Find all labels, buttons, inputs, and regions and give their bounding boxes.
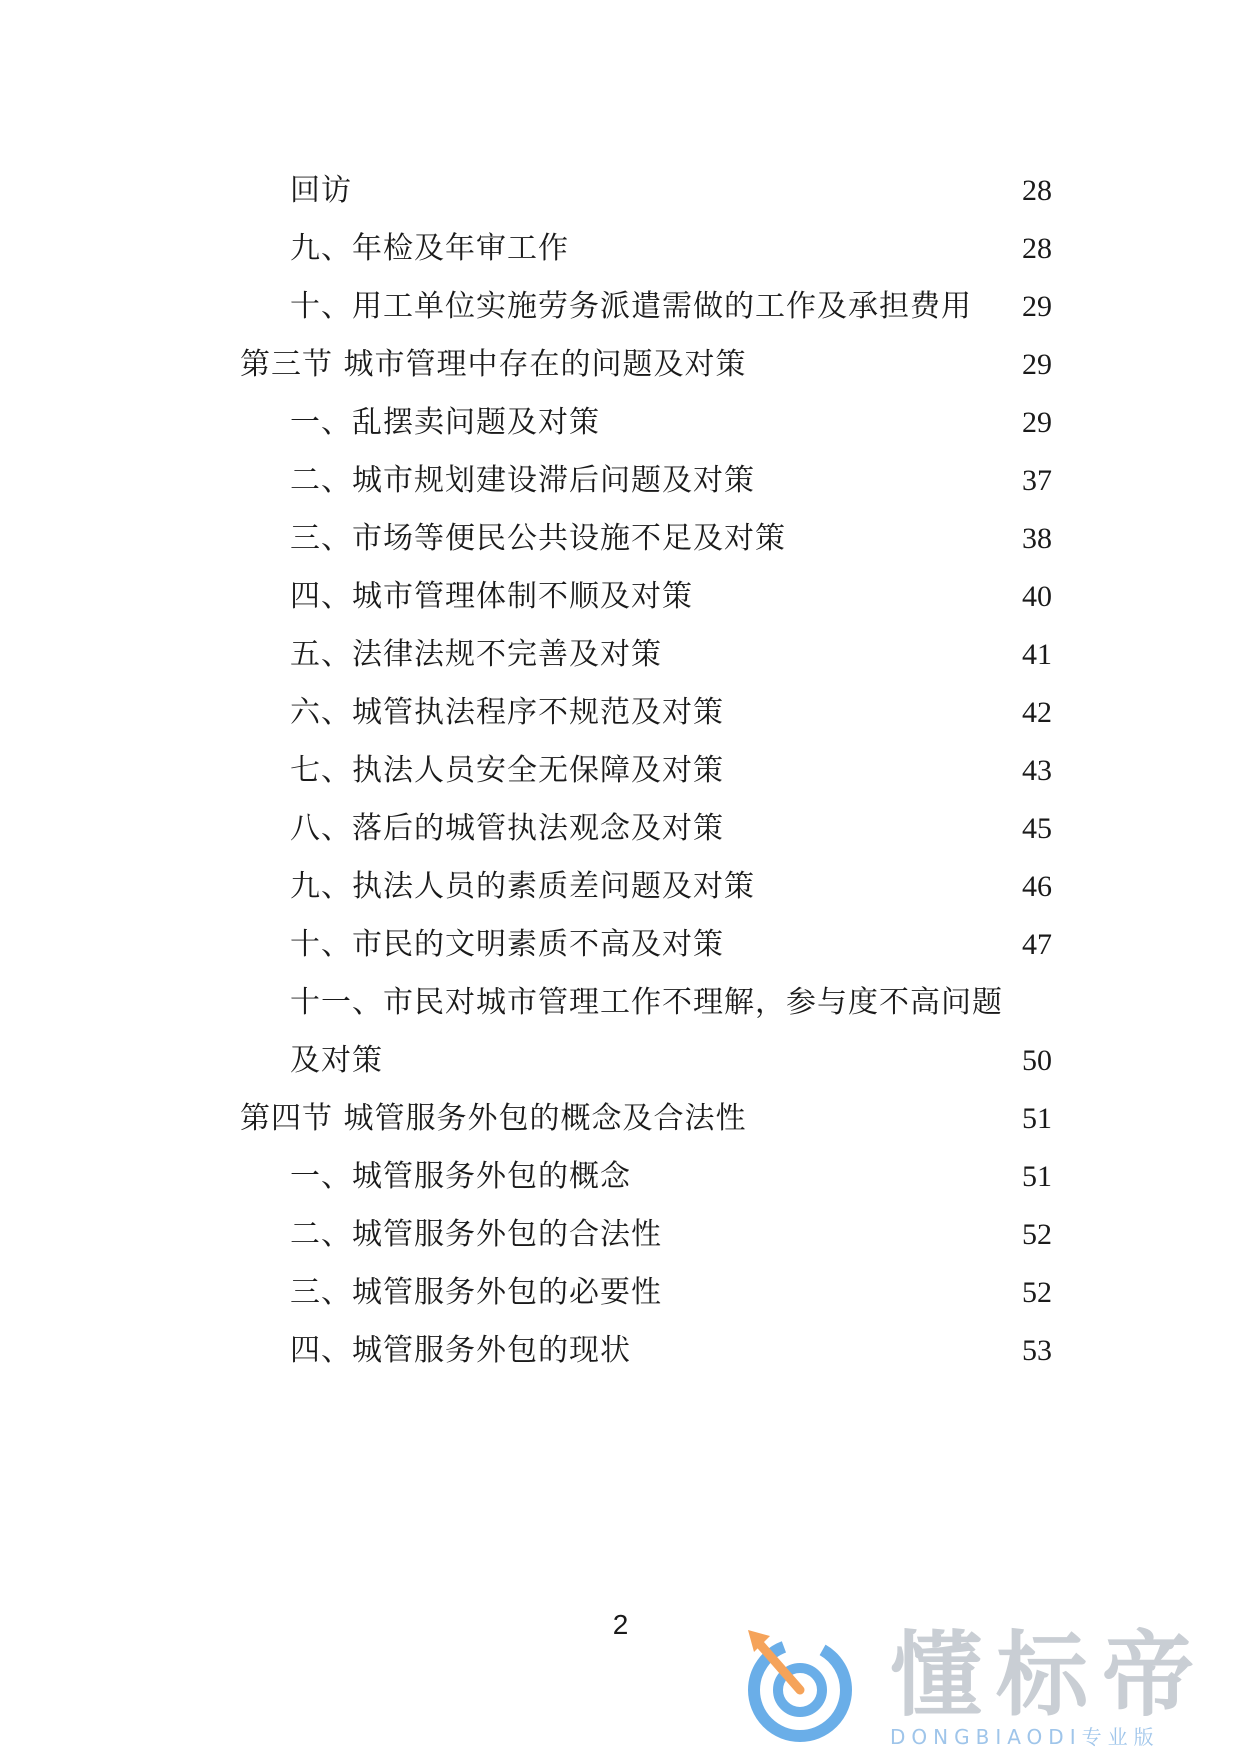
toc-entry-page: 52 [1022,1276,1052,1309]
toc-entry [290,688,1052,738]
toc-entry [290,1268,1052,1318]
toc-entry [290,572,1052,622]
toc-entry-page: 46 [1022,870,1052,903]
toc-entry-title: 七、执法人员安全无保障及对策 [290,753,724,788]
toc-entry-page: 51 [1022,1160,1052,1193]
page-number: 2 [612,1609,629,1640]
toc-entry-title: 一、乱摆卖问题及对策 [290,405,600,440]
toc-entry-page: 40 [1022,580,1052,613]
toc-entry-page: 45 [1022,812,1052,845]
toc-entry-title: 及对策 [290,1043,383,1078]
toc-entry-title: 二、城管服务外包的合法性 [290,1217,662,1252]
toc-entry-title: 五、法律法规不完善及对策 [290,637,662,672]
toc-entry [290,1152,1052,1202]
toc-entry-title: 第四节 城管服务外包的概念及合法性 [240,1101,747,1136]
toc-entry-page: 29 [1022,290,1052,323]
toc-entry-title: 十、市民的文明素质不高及对策 [290,927,724,962]
toc-entry-page: 29 [1022,348,1052,381]
toc-entry-title: 九、年检及年审工作 [290,231,569,266]
toc-entry-title: 十一、市民对城市管理工作不理解，参与度不高问题 [290,985,1003,1020]
toc-entry-title: 六、城管执法程序不规范及对策 [290,695,724,730]
toc-section-heading [240,340,1052,390]
toc-entry [290,282,1052,332]
toc-entry-page: 41 [1022,638,1052,671]
toc-entry [290,978,1052,1028]
toc-entry [290,862,1052,912]
watermark-subtitle: DONGBIAODI专业版 [890,1725,1160,1749]
toc-entry-title: 四、城管服务外包的现状 [290,1333,631,1368]
toc-entry-title: 九、执法人员的素质差问题及对策 [290,869,755,904]
toc-entry-title: 第三节 城市管理中存在的问题及对策 [240,347,747,382]
toc-entry [290,224,1052,274]
toc-entry [290,630,1052,680]
toc-entry-title: 八、落后的城管执法观念及对策 [290,811,724,846]
toc-entry [290,746,1052,796]
toc-entry-page: 50 [1022,1044,1052,1077]
toc-entry-page: 53 [1022,1334,1052,1367]
toc-entry-title: 二、城市规划建设滞后问题及对策 [290,463,755,498]
watermark-logo [740,1622,1230,1749]
toc-entry [290,166,1052,216]
toc-entry-page: 29 [1022,406,1052,439]
toc-entry-page: 47 [1022,928,1052,961]
toc-entry-title: 一、城管服务外包的概念 [290,1159,631,1194]
toc-entry-title: 三、市场等便民公共设施不足及对策 [290,521,786,556]
toc-entry-page: 38 [1022,522,1052,555]
toc-entry [290,1326,1052,1376]
toc-entry-page: 43 [1022,754,1052,787]
toc-entry-page: 51 [1022,1102,1052,1135]
toc-entry [290,1210,1052,1260]
toc-entry-page: 52 [1022,1218,1052,1251]
toc-entry [290,1036,1052,1086]
toc-entry-page: 37 [1022,464,1052,497]
toc-entry [290,920,1052,970]
toc-entry [290,804,1052,854]
toc-entry-page: 28 [1022,232,1052,265]
toc-entry [290,456,1052,506]
toc-entry [290,514,1052,564]
toc-entry-title: 四、城市管理体制不顺及对策 [290,579,693,614]
toc-entry-title: 十、用工单位实施劳务派遣需做的工作及承担费用 [290,289,972,324]
toc-entry-page: 28 [1022,174,1052,207]
toc-entry-page: 42 [1022,696,1052,729]
toc-entry-title: 回访 [290,173,352,208]
target-arrow-icon [740,1626,860,1746]
toc-section-heading [240,1094,1052,1144]
watermark-title: 懂标帝 [890,1622,1209,1729]
toc-entry-title: 三、城管服务外包的必要性 [290,1275,662,1310]
toc-entry [290,398,1052,448]
